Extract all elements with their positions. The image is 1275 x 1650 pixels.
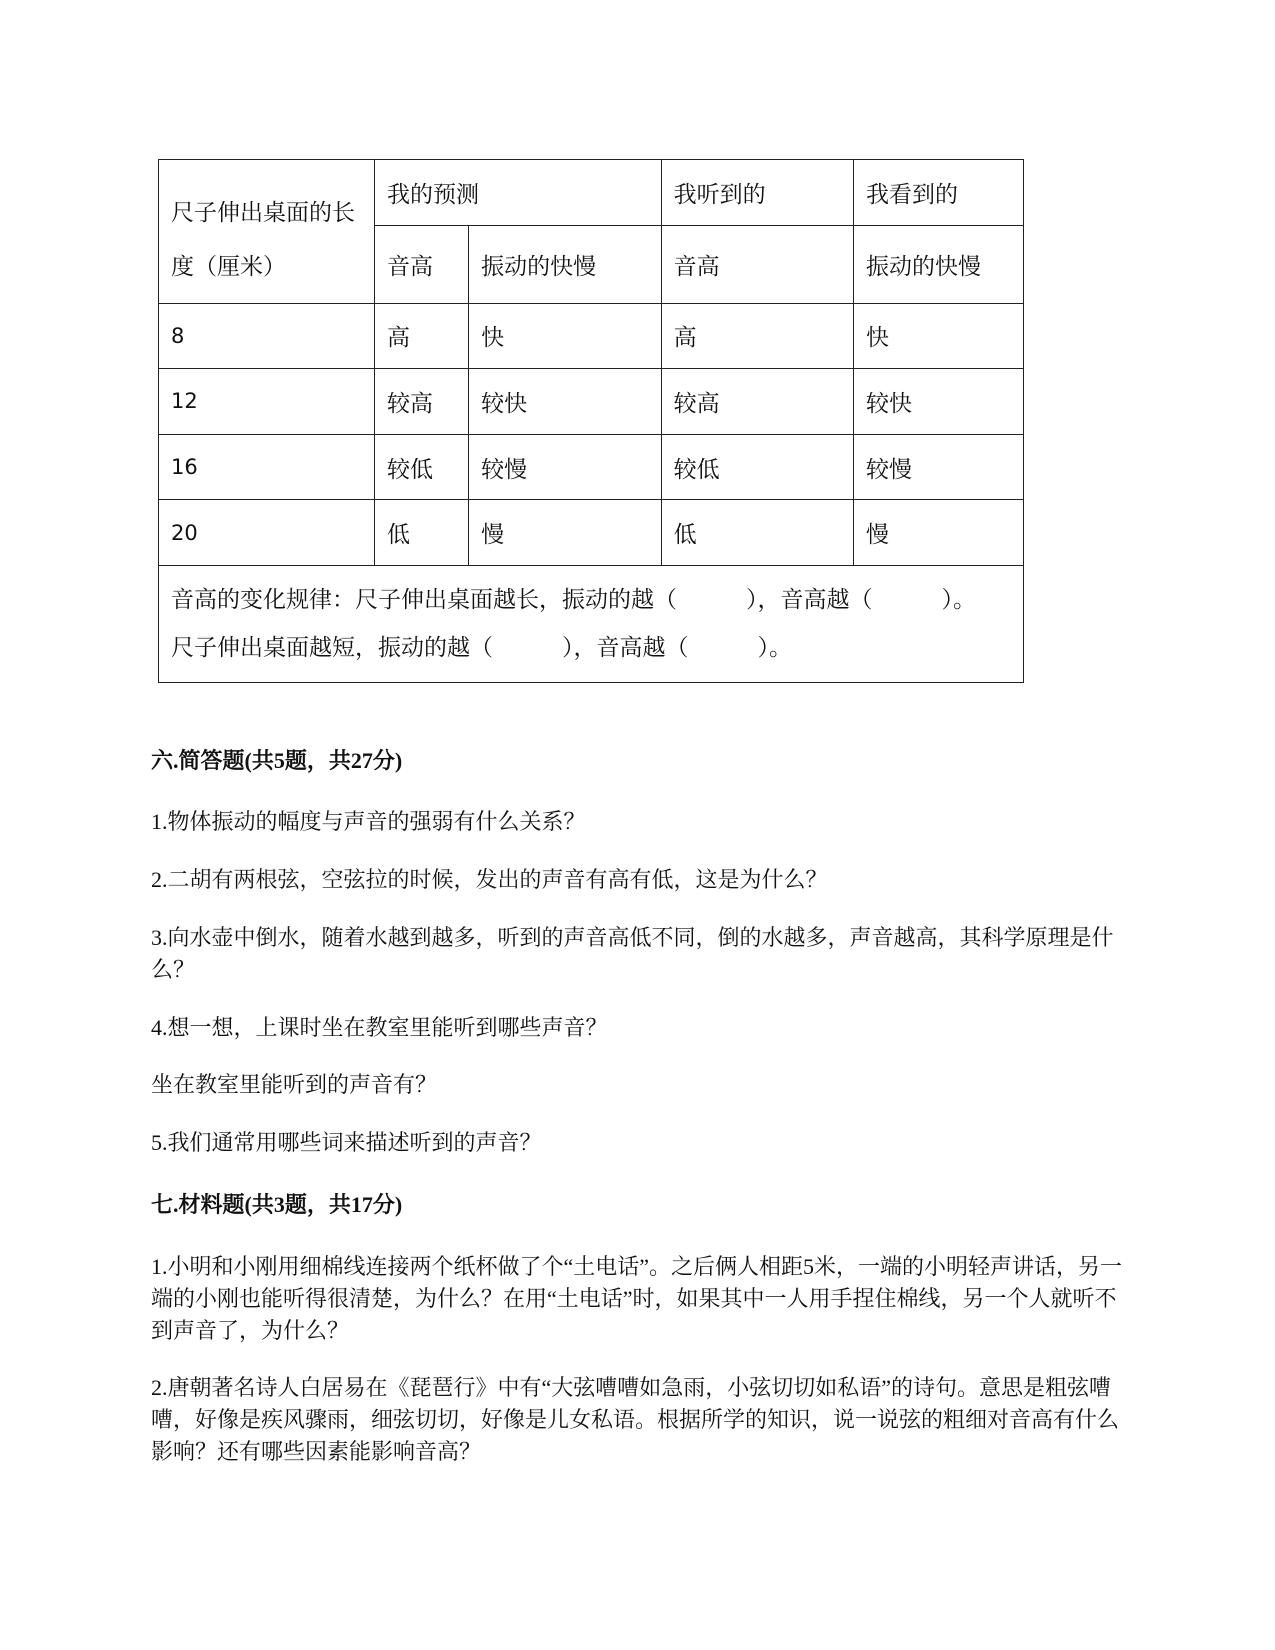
table-cell: 较快: [469, 369, 661, 435]
table-row: [159, 303, 1024, 369]
question-6-4: 4.想一想，上课时坐在教室里能听到哪些声音？: [151, 1015, 608, 1040]
heard-header: 我听到的: [661, 160, 853, 226]
length-header: 尺子伸出桌面的长度（厘米）: [159, 160, 375, 304]
length-cell: 20: [159, 500, 375, 566]
table-cell: 高: [374, 303, 468, 369]
subheader-speed: 振动的快慢: [469, 225, 661, 303]
pattern-line-2: 尺子伸出桌面越短，振动的越（ ），音高越（ ）。: [171, 635, 792, 662]
table-cell: 较高: [661, 369, 853, 435]
seen-header: 我看到的: [854, 160, 1024, 226]
table-row: [159, 434, 1024, 500]
length-cell: 16: [159, 434, 375, 500]
table-cell: 快: [469, 303, 661, 369]
table-cell: 较高: [374, 369, 468, 435]
table-cell: 慢: [854, 500, 1024, 566]
table-row: [159, 500, 1024, 566]
table-cell: 高: [661, 303, 853, 369]
table-cell: 较快: [854, 369, 1024, 435]
pattern-line-1: 音高的变化规律：尺子伸出桌面越长，振动的越（ ），音高越（ ）。: [171, 587, 976, 614]
question-6-4-answer-prompt: 坐在教室里能听到的声音有？: [151, 1072, 438, 1097]
table-cell: 低: [661, 500, 853, 566]
table-cell: 较低: [374, 434, 468, 500]
table-cell: 快: [854, 303, 1024, 369]
table-cell: 较慢: [469, 434, 661, 500]
table-cell: 较低: [661, 434, 853, 500]
length-cell: 12: [159, 369, 375, 435]
question-6-3: 3.向水壶中倒水，随着水越到越多，听到的声音高低不同，倒的水越多，声音越高，其科学原理是什么？: [151, 925, 1114, 982]
question-6-1: 1.物体振动的幅度与声音的强弱有什么关系？: [151, 809, 586, 834]
question-6-2: 2.二胡有两根弦，空弦拉的时候，发出的声音有高有低，这是为什么？: [151, 867, 828, 892]
table-cell: 慢: [469, 500, 661, 566]
observation-table: [158, 159, 1024, 683]
table-cell: 低: [374, 500, 468, 566]
table-row: [159, 369, 1024, 435]
subheader-speed: 振动的快慢: [854, 225, 1024, 303]
pattern-fill-in: [159, 566, 1024, 683]
section-6-title: 六.简答题(共5题，共27分): [151, 748, 403, 773]
subheader-pitch: 音高: [661, 225, 853, 303]
table-cell: 较慢: [854, 434, 1024, 500]
subheader-pitch: 音高: [374, 225, 468, 303]
question-7-2: 2.唐朝著名诗人白居易在《琵琶行》中有“大弦嘈嘈如急雨，小弦切切如私语”的诗句。意思是粗弦嘈嘈，好像是疾风骤雨，细弦切切，好像是儿女私语。根据所学的知识，说一说弦的粗细对音高有什么影响？还有哪些因素能影响音高？: [151, 1375, 1120, 1464]
prediction-header: 我的预测: [374, 160, 661, 226]
question-6-5: 5.我们通常用哪些词来描述听到的声音？: [151, 1130, 542, 1155]
length-cell: 8: [159, 303, 375, 369]
section-7-title: 七.材料题(共3题，共17分): [151, 1192, 403, 1217]
question-7-1: 1.小明和小刚用细棉线连接两个纸杯做了个“土电话”。之后俩人相距5米，一端的小明轻声讲话，另一端的小刚也能听得很清楚，为什么？在用“土电话”时，如果其中一人用手捏住棉线，另一个人就听不到声音了，为什么？: [151, 1254, 1123, 1343]
